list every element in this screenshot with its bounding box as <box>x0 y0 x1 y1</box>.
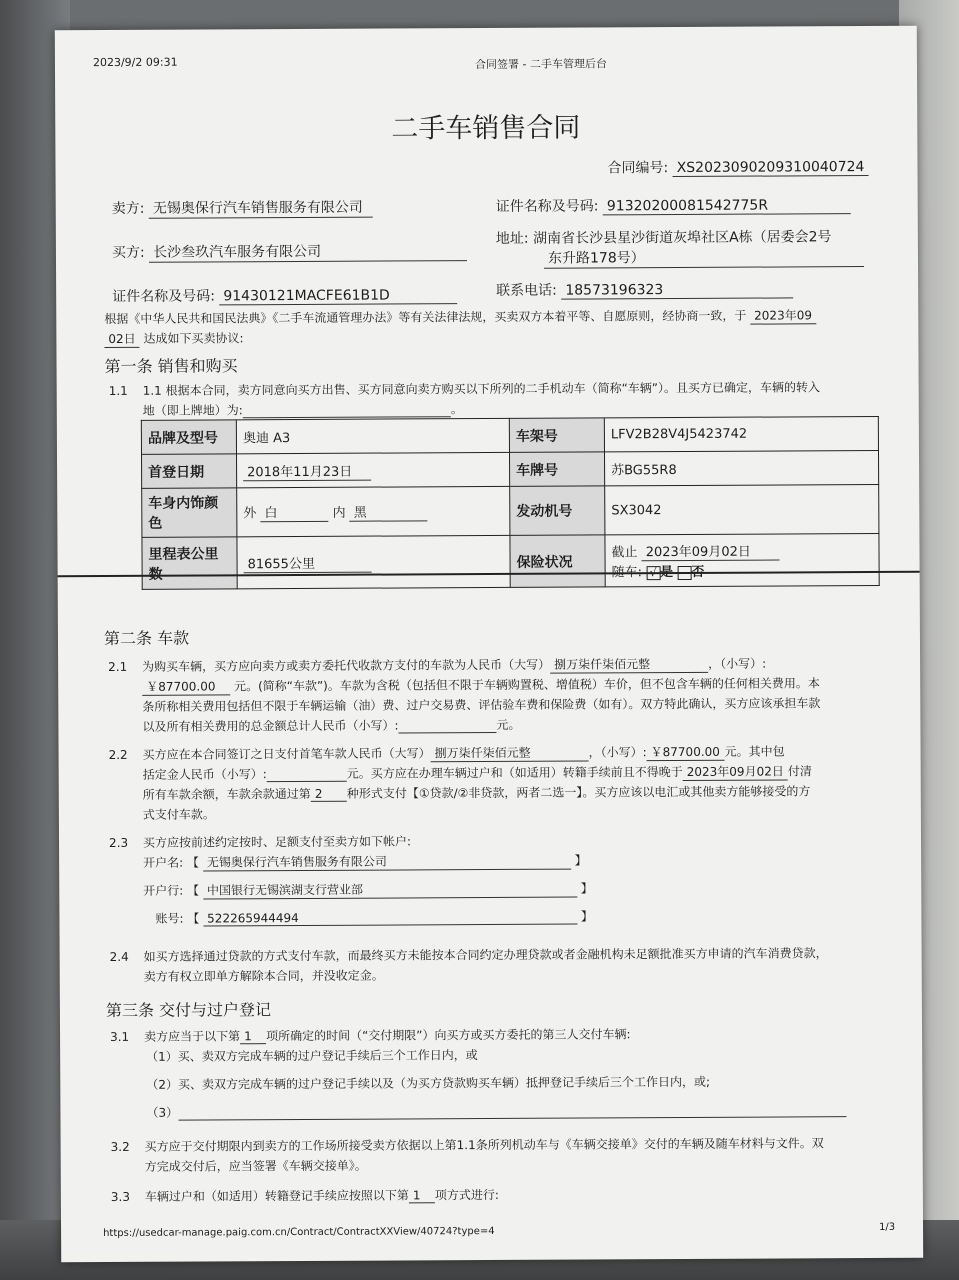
print-datetime: 2023/9/2 09:31 <box>92 55 178 70</box>
insurance-value: 截止 2023年09月02日 <box>605 533 879 586</box>
intro-line2: 02日 达成如下买卖协议: <box>104 329 243 348</box>
reg-date-label: 首登日期 <box>142 454 237 488</box>
brand-value: 奥迪 A3 <box>236 418 509 453</box>
clause-2-1-line1: 为购买车辆，买方应向卖方或卖方委托代收款方支付的车款为人民币（大写） 捌万柒仟柒佰元整 ，（小写）: <box>142 656 767 674</box>
contract-number: 合同编号: XS2023090209310040724 <box>607 156 868 177</box>
reg-date-value: 2018年11月23日 <box>237 452 510 487</box>
clause-3-3-line1: 车辆过户和（如适用）转籍登记手续应按照以下第 1 项方式进行: <box>144 1187 499 1204</box>
seller-id: 证件名称及号码: 91320200081542775R <box>496 194 851 216</box>
clause-2-4-line2: 卖方有权立即单方解除本合同，并没收定金。 <box>143 968 384 984</box>
print-header-title: 合同签署 - 二手车管理后台 <box>474 57 607 72</box>
plate-value: 苏BG55R8 <box>604 450 878 485</box>
delivery-option-3: （3） <box>146 1100 846 1121</box>
page-number: 1/3 <box>879 1221 896 1233</box>
clause-2-2-line3: 所有车款余额，车款余款通过第 2 种形式支付【①贷款/②非贷款，两者二选一】。买方应该以电汇或其他卖方能够接受的方 <box>142 784 811 802</box>
color-label: 车身内饰颜 色 <box>142 488 237 537</box>
footer-url: https://usedcar-manage.paig.com.cn/Contract/ContractXXView/40724?type=4 <box>103 1225 495 1240</box>
account-bank: 开户行: 【 中国银行无锡滨湖支行营业部 】 <box>143 881 593 898</box>
clause-3-2-line1: 买方应于交付期限内到卖方的工作场所接受卖方依据以上第1.1条所列机动车与《车辆交接单》交付的车辆及随车材料与文件。双 <box>144 1136 824 1154</box>
clause-2-1-line3: 条所称相关费用包括但不限于车辆运输（油）费、过户交易费、评估验车费和保险费（如有）。双方特此确认，买方应该承担车款 <box>142 696 821 714</box>
delivery-option-1: （1）买、卖双方完成车辆的过户登记手续后三个工作日内，或 <box>146 1048 478 1064</box>
section3-title: 第三条 交付与过户登记 <box>105 1000 272 1021</box>
clause-2-1-line4: 以及所有相关费用的总金额总计人民币（小写）: 元。 <box>142 717 521 734</box>
clause-3-2-number: 3.2 <box>110 1139 130 1154</box>
plate-label: 车牌号 <box>509 452 604 486</box>
buyer-phone: 联系电话: 18573196323 <box>496 278 793 300</box>
clause-2-2-line1: 买方应在本合同签订之日支付首笔车款人民币（大写） 捌万柒仟柒佰元整 ，（小写）: ￥87700.00 元。其中包 <box>142 744 785 762</box>
vehicle-info-table <box>141 416 880 590</box>
delivery-option-2: （2）买、卖双方完成车辆的过户登记手续以及（为买方贷款购买车辆）抵押登记手续后三个工作日内，或; <box>146 1074 711 1092</box>
clause-2-1-number: 2.1 <box>108 659 128 674</box>
intro-line1: 根据《中华人民共和国民法典》《二手车流通管理办法》等有关法律法规，买卖双方本着平等、自愿原则，经协商一致，于 2023年09 <box>104 306 816 328</box>
brand-label: 品牌及型号 <box>141 420 236 454</box>
buyer-address: 地址: 湖南省长沙县星沙街道灰埠社区A栋（居委会2号 <box>495 229 832 247</box>
clause-2-2-line4: 式支付车款。 <box>142 807 215 822</box>
contract-paper <box>55 26 923 1262</box>
clause-1-1-line2: 地（即上牌地）为: 。 <box>142 402 463 418</box>
vin-label: 车架号 <box>509 418 604 452</box>
clause-2-4-line1: 如买方选择通过贷款的方式支付车款，而最终买方未能按本合同约定办理贷款或者金融机构未足额批准买方申请的汽车消费贷款， <box>143 946 828 964</box>
buyer-address-line2: 东升路178号） <box>544 246 864 269</box>
section2-title: 第二条 车款 <box>103 628 190 649</box>
clause-3-1-line1: 卖方应当于以下第 1 项所确定的时间（“交付期限”）向买方或买方委托的第三人交付车辆: <box>144 1027 631 1044</box>
clause-2-4-number: 2.4 <box>109 949 129 964</box>
buyer-name: 买方: 长沙叁玖汽车服务有限公司 <box>112 240 467 263</box>
mileage-value: 81655公里 <box>237 535 510 588</box>
clause-2-3-number: 2.3 <box>109 835 129 850</box>
clause-1-1-number: 1.1 <box>108 383 128 398</box>
buyer-id: 证件名称及号码: 91430121MACFE61B1D <box>112 284 457 306</box>
seller-name: 卖方: 无锡奥保行汽车销售服务有限公司 <box>112 197 373 219</box>
clause-2-3-line1: 买方应按前述约定按时、足额支付至卖方如下帐户: <box>142 834 412 850</box>
account-number: 账号: 【 522265944494 】 <box>155 909 594 926</box>
clause-2-2-number: 2.2 <box>108 747 128 762</box>
clause-3-1-number: 3.1 <box>110 1029 130 1044</box>
document-title: 二手车销售合同 <box>391 112 581 145</box>
clause-2-1-line2: ￥87700.00 元。(简称“车款”)。车款为含税（包括但不限于车辆购置税、增值税）车价，但不包含车辆的任何相关费用。本 <box>142 674 820 696</box>
vin-value: LFV2B28V4J5423742 <box>604 416 878 451</box>
clause-3-3-number: 3.3 <box>110 1189 131 1204</box>
engine-label: 发动机号 <box>510 486 605 535</box>
clause-2-2-line2: 括定金人民币（小写）: 元。买方应在办理车辆过户和（如适用）转籍手续前且不得晚于 2023年09月02日 付清 <box>142 764 812 782</box>
section1-title: 第一条 销售和购买 <box>104 356 238 377</box>
mileage-label: 里程表公里 <box>142 537 237 589</box>
color-value: 外 白 内 黑 <box>237 486 510 536</box>
insurance-label: 保险状况 <box>510 535 605 587</box>
account-name: 开户名: 【 无锡奥保行汽车销售服务有限公司 】 <box>143 853 587 870</box>
engine-value: SX3042 <box>605 484 879 534</box>
clause-1-1-line1: 1.1 根据本合同，卖方同意向买方出售、买方同意向卖方购买以下所列的二手机动车（简称“车辆”）。且买方已确定，车辆的转入 <box>142 380 821 398</box>
clause-3-2-line2: 方完成交付后，应当签署《车辆交接单》。 <box>144 1158 367 1174</box>
